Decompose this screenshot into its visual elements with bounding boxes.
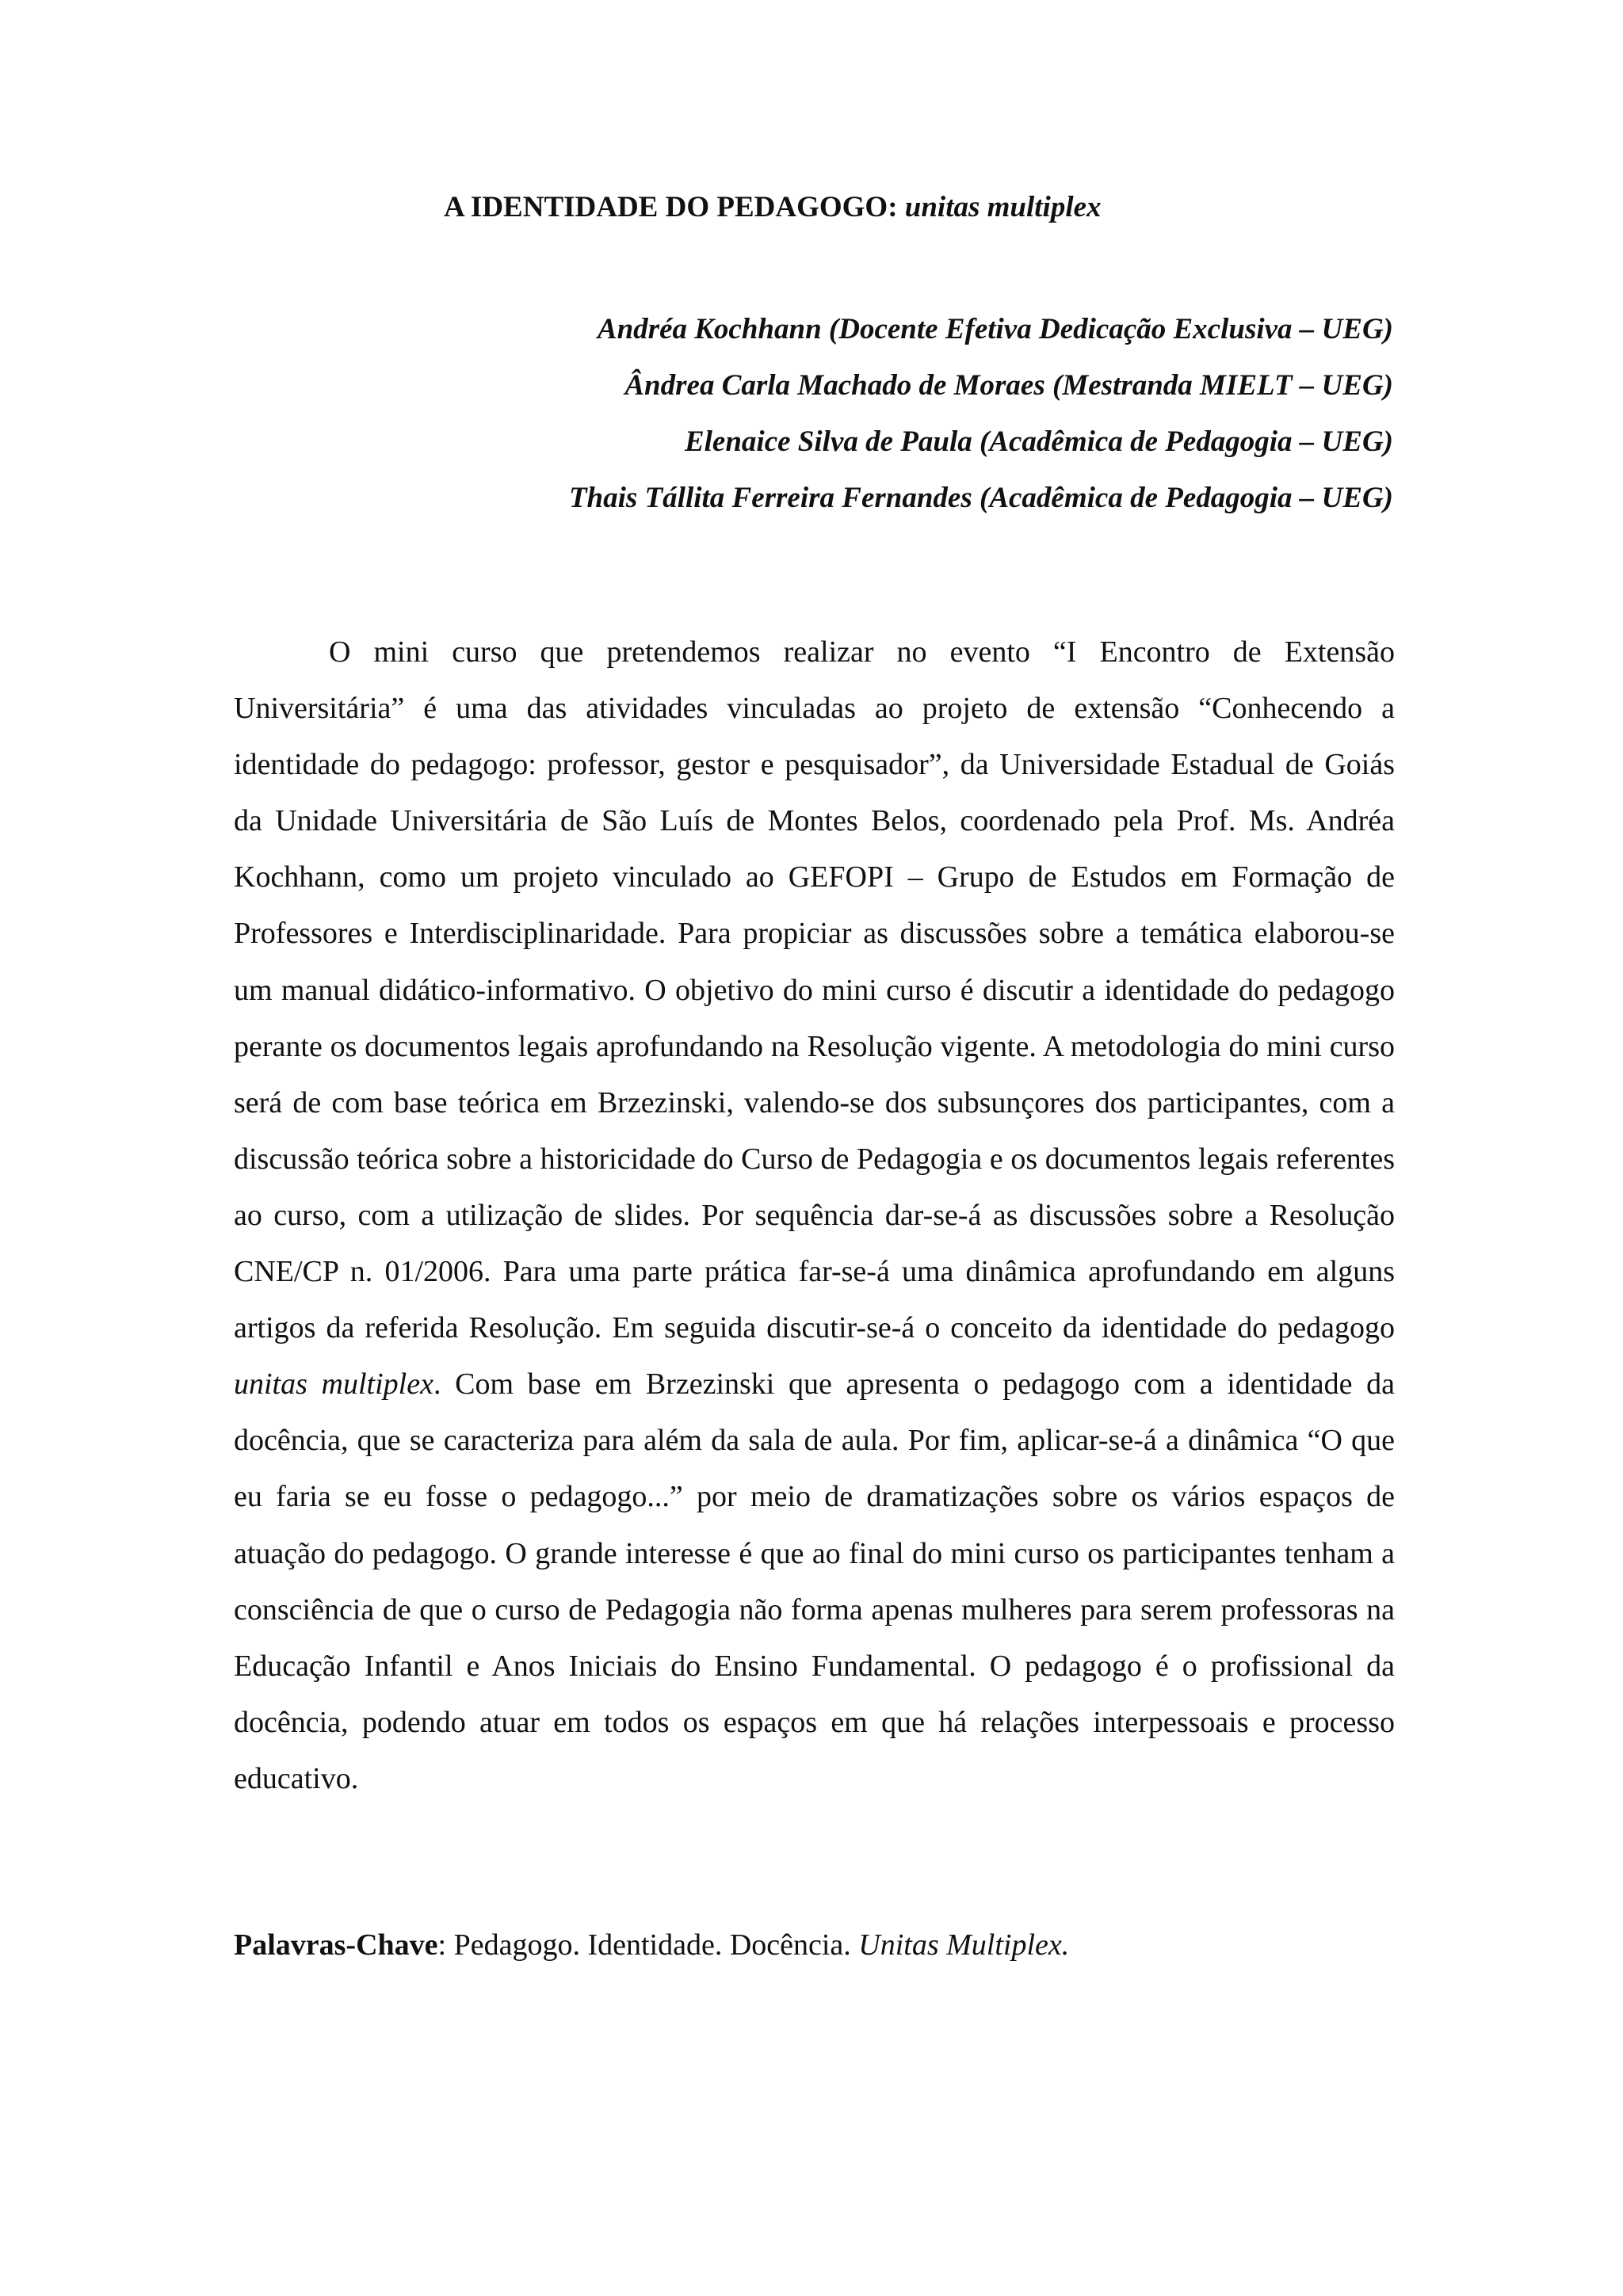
- title-main: A IDENTIDADE DO PEDAGOGO:: [444, 191, 905, 223]
- abstract-text-part2: . Com base em Brzezinski que apresenta o pedagogo com a identidade da docência, que se caracteriza para além da sala de aula. Por fim, aplicar-se-á a dinâmica “O que eu faria se eu fosse o pedagogo...” por meio de dramatizações sobre os vários espaços de atuação do pedagogo. O grande interesse é que ao final do mini curso os participantes tenham a consciência de que o curso de Pedagogia não forma apenas mulheres para serem professoras na Educação Infantil e Anos Iniciais do Ensino Fundamental. O pedagogo é o profissional da docência, podendo atuar em todos os espaços em que há relações interpessoais e processo educativo.: [234, 1367, 1395, 1795]
- document-title: [444, 190, 1102, 224]
- author-line: Elenaice Silva de Paula (Acadêmica de Pedagogia – UEG): [684, 425, 1393, 458]
- keywords-label: Palavras-Chave: [234, 1928, 438, 1962]
- abstract-text-part1: O mini curso que pretendemos realizar no evento “I Encontro de Extensão Universitária” é uma das atividades vinculadas ao projeto de extensão “Conhecendo a identidade do pedagogo: professor, gestor e pesquisador”, da Universidade Estadual de Goiás da Unidade Universitária de São Luís de Montes Belos, coordenado pela Prof. Ms. Andréa Kochhann, como um projeto vinculado ao GEFOPI – Grupo de Estudos em Formação de Professores e Interdisciplinaridade. Para propiciar as discussões sobre a temática elaborou-se um manual didático-informativo. O objetivo do mini curso é discutir a identidade do pedagogo perante os documentos legais aprofundando na Resolução vigente. A metodologia do mini curso será de com base teórica em Brzezinski, valendo-se dos subsunçores dos participantes, com a discussão teórica sobre a historicidade do Curso de Pedagogia e os documentos legais referentes ao curso, com a utilização de slides. Por sequência dar-se-á as discussões sobre a Resolução CNE/CP n. 01/2006. Para uma parte prática far-se-á uma dinâmica aprofundando em alguns artigos da referida Resolução. Em seguida discutir-se-á o conceito da identidade do pedagogo: [234, 635, 1395, 1345]
- author-list: [569, 301, 1393, 526]
- keywords-line: [234, 1928, 1069, 1962]
- title-subtitle: unitas multiplex: [904, 191, 1102, 223]
- author-line: Thais Tállita Ferreira Fernandes (Acadêmica de Pedagogia – UEG): [568, 482, 1393, 514]
- keywords-italic: Unitas Multiplex.: [858, 1928, 1070, 1962]
- keywords-separator: :: [437, 1928, 454, 1962]
- keywords-plain: Pedagogo. Identidade. Docência.: [453, 1928, 859, 1962]
- abstract-italic-term: unitas multiplex: [234, 1367, 433, 1402]
- abstract-paragraph: [234, 624, 1395, 1807]
- author-line: Ândrea Carla Machado de Moraes (Mestranda MIELT – UEG): [624, 369, 1393, 402]
- author-line: Andréa Kochhann (Docente Efetiva Dedicação Exclusiva – UEG): [597, 313, 1393, 345]
